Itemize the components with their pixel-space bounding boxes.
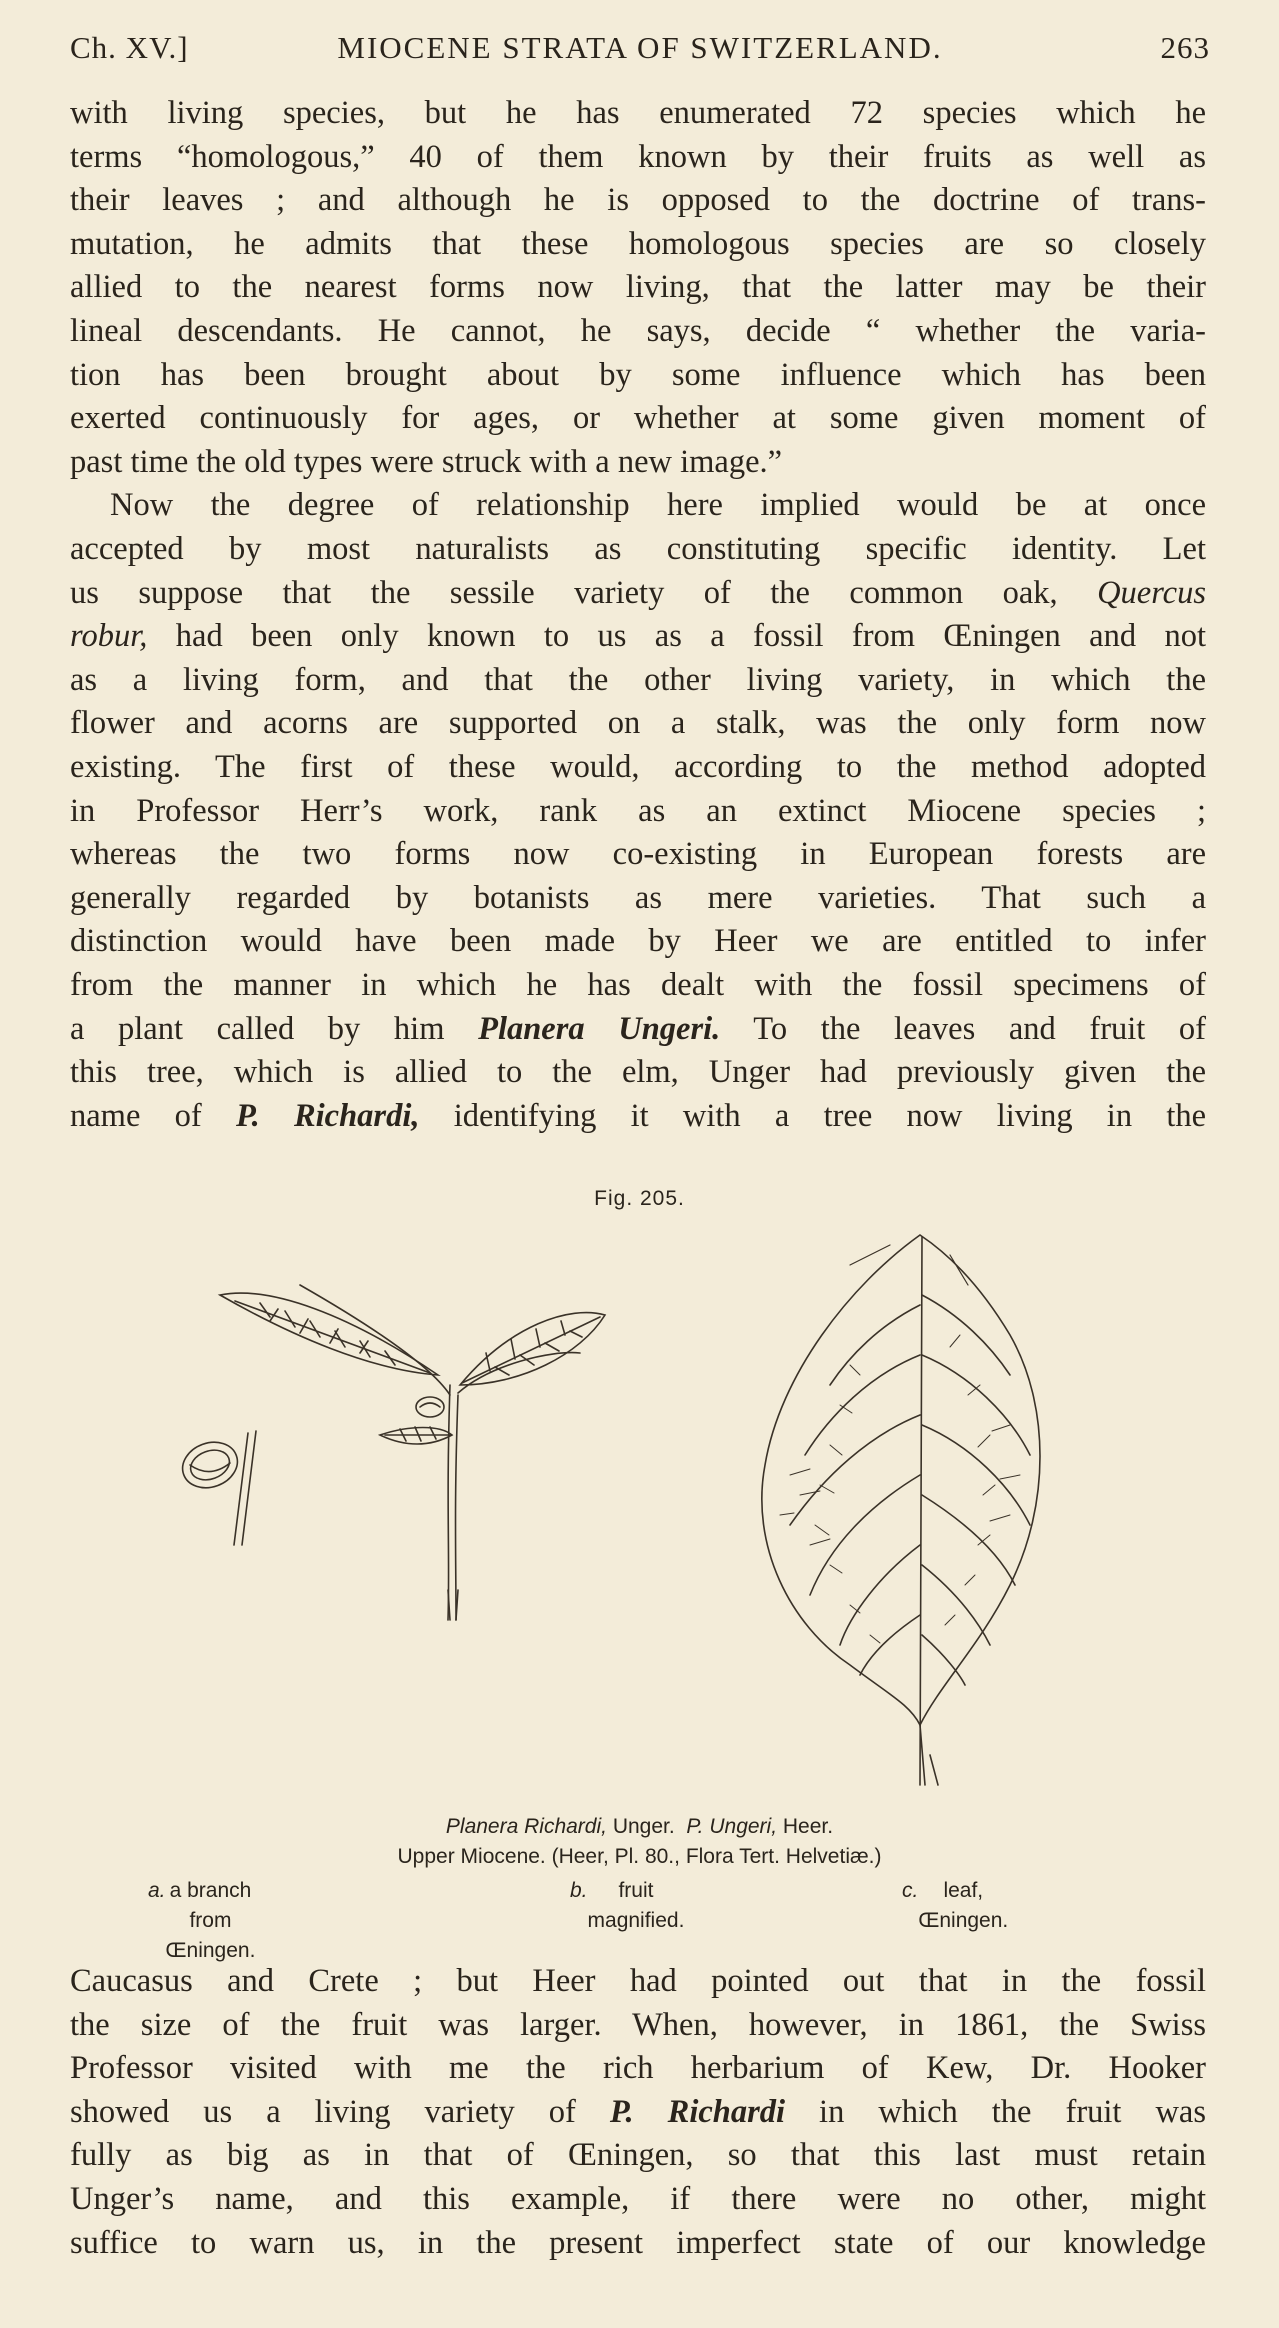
text-line: suffice to warn us, in the present imperfect state of our knowledge xyxy=(70,2224,1206,2261)
figure-illustration xyxy=(150,1225,1120,1795)
text-segment: us suppose that the sessile variety of the common oak, xyxy=(70,574,1058,611)
paragraph-1 xyxy=(70,92,1206,484)
paragraph-2 xyxy=(70,484,1206,1138)
part-text: fruit magnified. xyxy=(587,1879,685,1932)
text-line: existing. The first of these would, according to the method adopted xyxy=(70,748,1206,785)
text-line: tion has been brought about by some influence which has been xyxy=(70,356,1206,393)
part-letter: a. xyxy=(148,1879,166,1902)
italic-term: Quercus xyxy=(1097,574,1206,611)
caption-species: P. Ungeri, xyxy=(686,1815,778,1838)
fruit-drawing xyxy=(176,1431,256,1545)
part-text: a branch from Œningen. xyxy=(165,1879,256,1962)
page-title: MIOCENE STRATA OF SWITZERLAND. xyxy=(337,30,943,65)
italic-term: P. Richardi xyxy=(609,2093,786,2130)
running-head xyxy=(70,30,1210,74)
part-letter: c. xyxy=(902,1879,919,1902)
text-line: flower and acorns are supported on a stalk, was the only form now xyxy=(70,705,1206,742)
caption-line-1 xyxy=(0,1812,1279,1842)
text-line: with living species, but he has enumerated 72 species which he xyxy=(70,95,1206,131)
chapter-label: Ch. XV.] xyxy=(70,30,189,65)
paragraph-3 xyxy=(70,1960,1206,2265)
italic-term: robur, xyxy=(70,618,148,655)
caption-part-c xyxy=(902,1876,1009,1932)
text-segment: a plant called by him xyxy=(70,1010,445,1047)
text-line xyxy=(70,572,1206,616)
text-line: exerted continuously for ages, or whether at some given moment of xyxy=(70,400,1206,437)
text-line: lineal descendants. He cannot, he says, decide “ whether the varia- xyxy=(70,312,1206,349)
branch-drawing xyxy=(220,1285,605,1620)
text-line xyxy=(70,1008,1206,1052)
page-number: 263 xyxy=(1160,30,1210,65)
text-line xyxy=(70,615,1206,659)
text-line: as a living form, and that the other living variety, in which the xyxy=(70,661,1206,698)
text-line: in Professor Herr’s work, rank as an extinct Miocene species ; xyxy=(70,792,1206,829)
text-line: terms “homologous,” 40 of them known by their fruits as well as xyxy=(70,138,1206,175)
figure-label: Fig. 205. xyxy=(594,1187,685,1210)
caption-author: Heer. xyxy=(782,1815,834,1838)
text-line: the size of the fruit was larger. When, however, in 1861, the Swiss xyxy=(70,2006,1206,2043)
text-line: Now the degree of relationship here implied would be at once xyxy=(110,487,1206,524)
caption-author: Unger. xyxy=(612,1815,675,1838)
text-line: fully as big as in that of Œningen, so that this last must retain xyxy=(70,2137,1206,2174)
text-line xyxy=(70,1095,1206,1139)
italic-term: Planera Ungeri. xyxy=(478,1010,721,1047)
part-letter: b. xyxy=(570,1879,588,1902)
text-line: past time the old types were struck with a new image.” xyxy=(70,443,783,480)
text-segment: identifying it with a tree now living in the xyxy=(453,1097,1207,1134)
text-line: their leaves ; and although he is opposed to the doctrine of trans- xyxy=(70,182,1206,219)
italic-term: P. Richardi, xyxy=(235,1097,420,1134)
text-line: mutation, he admits that these homologous species are so closely xyxy=(70,225,1206,262)
text-line: whereas the two forms now co-existing in European forests are xyxy=(70,836,1206,873)
text-line: from the manner in which he has dealt with the fossil specimens of xyxy=(70,966,1206,1003)
figure-caption xyxy=(0,1812,1279,1962)
leaf-drawing xyxy=(762,1235,1040,1785)
text-segment: showed us a living variety of xyxy=(70,2093,576,2130)
text-line: allied to the nearest forms now living, that the latter may be their xyxy=(70,269,1206,306)
text-line: generally regarded by botanists as mere varieties. That such a xyxy=(70,879,1206,916)
text-segment: name of xyxy=(70,1097,202,1134)
text-line: distinction would have been made by Heer we are entitled to infer xyxy=(70,923,1206,960)
text-segment: in which the fruit was xyxy=(819,2093,1207,2130)
text-line: accepted by most naturalists as constituting specific identity. Let xyxy=(70,530,1206,567)
text-segment: To the leaves and fruit of xyxy=(753,1010,1207,1047)
part-text: leaf, Œningen. xyxy=(918,1879,1009,1932)
caption-part-b xyxy=(570,1876,685,1932)
text-line: Caucasus and Crete ; but Heer had pointed out that in the fossil xyxy=(70,1963,1206,1999)
caption-line-2: Upper Miocene. (Heer, Pl. 80., Flora Tert. Helvetiæ.) xyxy=(397,1845,882,1868)
text-line xyxy=(70,2091,1206,2135)
text-segment: had been only known to us as a fossil from Œningen and not xyxy=(175,618,1207,655)
caption-parts xyxy=(0,1876,1279,1962)
caption-part-a xyxy=(148,1876,256,1962)
text-line: Professor visited with me the rich herbarium of Kew, Dr. Hooker xyxy=(70,2050,1206,2087)
caption-species: Planera Richardi, xyxy=(445,1815,607,1838)
text-line: this tree, which is allied to the elm, Unger had previously given the xyxy=(70,1054,1206,1091)
text-line: Unger’s name, and this example, if there were no other, might xyxy=(70,2180,1206,2217)
